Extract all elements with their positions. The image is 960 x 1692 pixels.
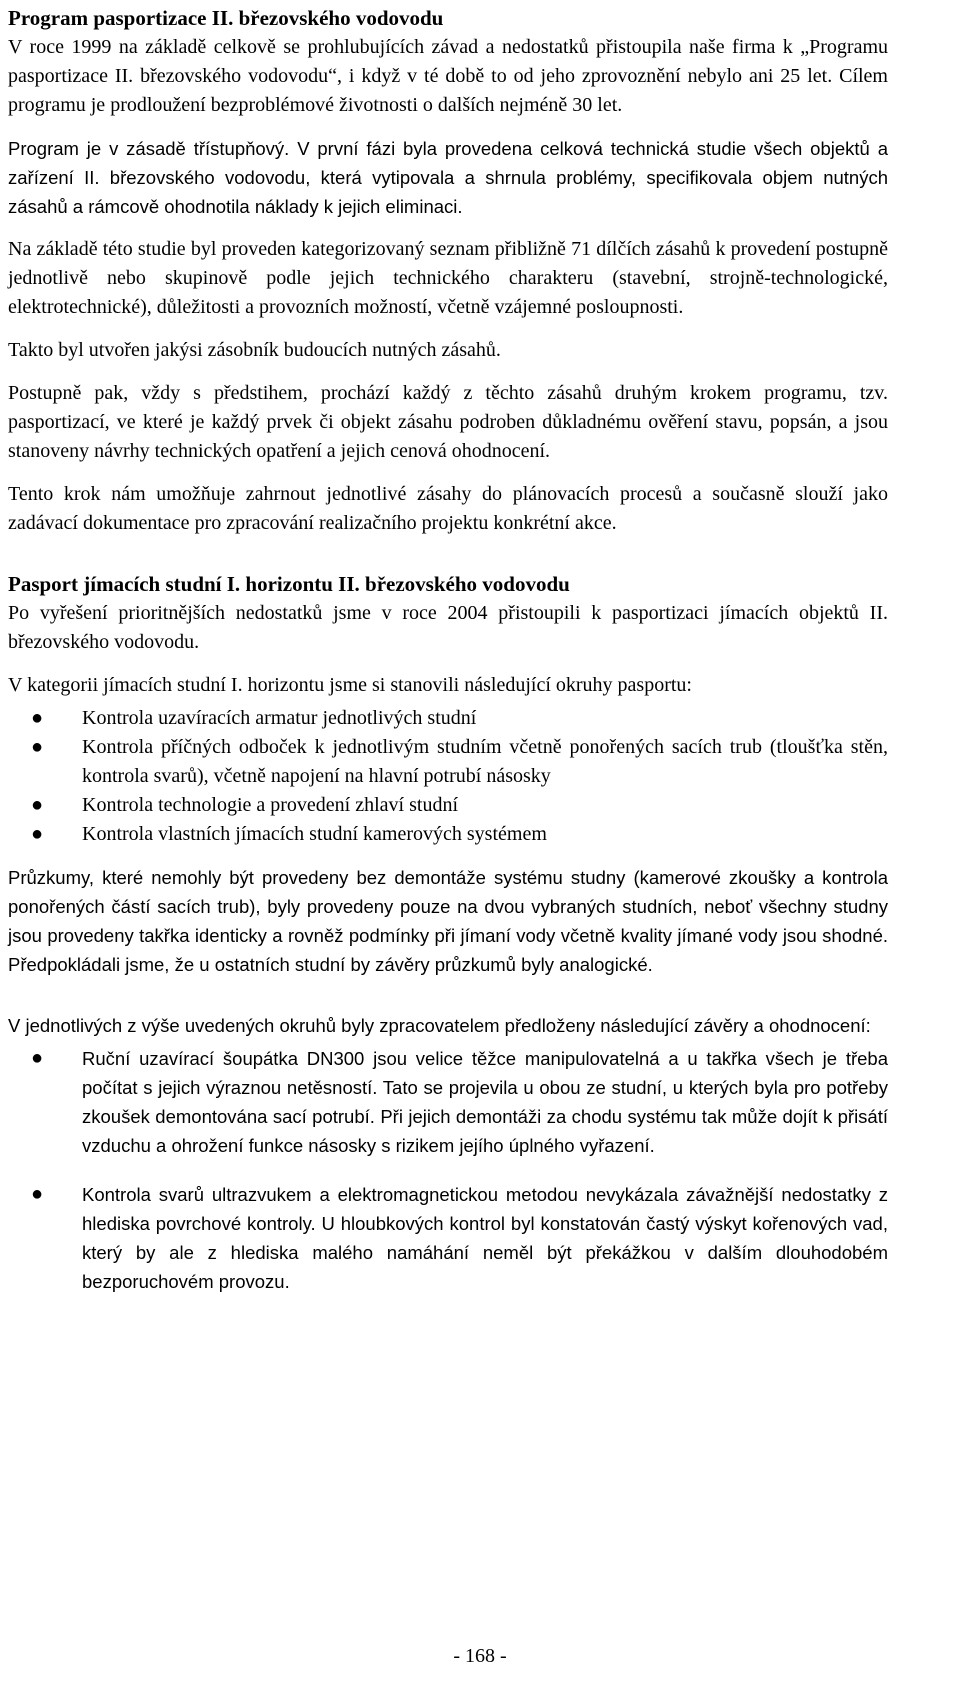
list-item (8, 1180, 888, 1296)
page-number: - 168 - (453, 1645, 507, 1667)
list-item-text: Kontrola vlastních jímacích studní kamerových systémem (82, 823, 547, 845)
paragraph: Po vyřešení prioritnějších nedostatků jsme v roce 2004 přistoupili k pasportizaci jímacích objektů II. březovského vodovodu. (8, 602, 888, 653)
section-title: Program pasportizace II. březovského vodovodu (8, 6, 444, 30)
bullet-icon: ● (31, 1183, 44, 1205)
list-item (8, 1044, 888, 1160)
list-item-text: Ruční uzavírací šoupátka DN300 jsou velice těžce manipulovatelná a u takřka všech je třeba počítat s jejich výraznou netěsností. Tato se projevila u obou ze studní, u kterých byla pro potřeby zkoušek demontována sací potrubí. Při jejich demontáži za chodu systému tak může dojít k přisátí vzduchu a ohrožení funkce násosky s rizikem jejího úplného vyřazení. (82, 1048, 888, 1156)
list-item (8, 820, 888, 849)
list-item (8, 791, 888, 820)
list-item-text: Kontrola svarů ultrazvukem a elektromagnetickou metodou nevykázala závažnější nedostatky z hlediska povrchové kontroly. U hloubkových kontrol byl konstatován častý výskyt kořenových vad, který by ale z hlediska malého namáhání neměl být překážkou v dalším dlouhodobém bezporuchovém provozu. (82, 1184, 888, 1292)
list-item-text: Kontrola technologie a provedení zhlaví studní (82, 794, 459, 816)
paragraph: Průzkumy, které nemohly být provedeny bez demontáže systému studny (kamerové zkoušky a kontrola ponořených částí sacích trub), byly provedeny pouze na dvou vybraných studních, neboť všechny studny jsou provedeny takřka identicky a rovněž podmínky při jímaní vody včetně kvality jímané vody jsou shodné. Předpokládali jsme, že u ostatních studní by závěry průzkumů byly analogické. (8, 867, 888, 975)
paragraph: Program je v zásadě třístupňový. V první fázi byla provedena celková technická studie všech objektů a zařízení II. březovského vodovodu, která vytipovala a shrnula problémy, specifikovala objem nutných zásahů a rámcově ohodnotila náklady k jejich eliminaci. (8, 138, 888, 217)
paragraph: Na základě této studie byl proveden kategorizovaný seznam přibližně 71 dílčích zásahů k provedení postupně jednotlivě nebo skupinově podle jejich technického charakteru (stavební, strojně-technologické, elektrotechnické), důležitosti a provozních možností, včetně vzájemné posloupnosti. (8, 238, 888, 318)
list-item-text: Kontrola příčných odboček k jednotlivým studním včetně ponořených sacích trub (tloušťka stěn, kontrola svarů), včetně napojení na hlavní potrubí násosky (82, 736, 888, 787)
document-page (8, 0, 888, 1308)
bullet-icon: ● (31, 794, 44, 816)
paragraph: Tento krok nám umožňuje zahrnout jednotlivé zásahy do plánovacích procesů a současně slouží jako zadávací dokumentace pro zpracování realizačního projektu konkrétní akce. (8, 483, 888, 534)
paragraph: V kategorii jímacích studní I. horizontu jsme si stanovili následující okruhy pasportu: (8, 674, 692, 696)
checklist (8, 704, 888, 849)
paragraph: V jednotlivých z výše uvedených okruhů byly zpracovatelem předloženy následující závěry a ohodnocení: (8, 1015, 871, 1036)
paragraph: Takto byl utvořen jakýsi zásobník budoucích nutných zásahů. (8, 339, 501, 361)
list-item (8, 704, 888, 733)
bullet-icon: ● (31, 736, 44, 758)
section-title: Pasport jímacích studní I. horizontu II. březovského vodovodu (8, 572, 570, 596)
paragraph: Postupně pak, vždy s předstihem, prochází každý z těchto zásahů druhým krokem programu, tzv. pasportizací, ve které je každý prvek či objekt zásahu podroben důkladnému ověření stavu, popsán, a jsou stanoveny návrhy technických opatření a jejich cenová ohodnocení. (8, 382, 888, 462)
bullet-icon: ● (31, 707, 44, 729)
bullet-icon: ● (31, 823, 44, 845)
findings-list (8, 1044, 888, 1296)
list-item-text: Kontrola uzavíracích armatur jednotlivých studní (82, 707, 477, 729)
paragraph: V roce 1999 na základě celkově se prohlubujících závad a nedostatků přistoupila naše firma k „Programu pasportizace II. březovského vodovodu“, i když v té době to od jeho zprovoznění nebylo ani 25 let. Cílem programu je prodloužení bezproblémové životnosti o dalších nejméně 30 let. (8, 36, 888, 116)
bullet-icon: ● (31, 1047, 44, 1069)
list-item (8, 733, 888, 791)
